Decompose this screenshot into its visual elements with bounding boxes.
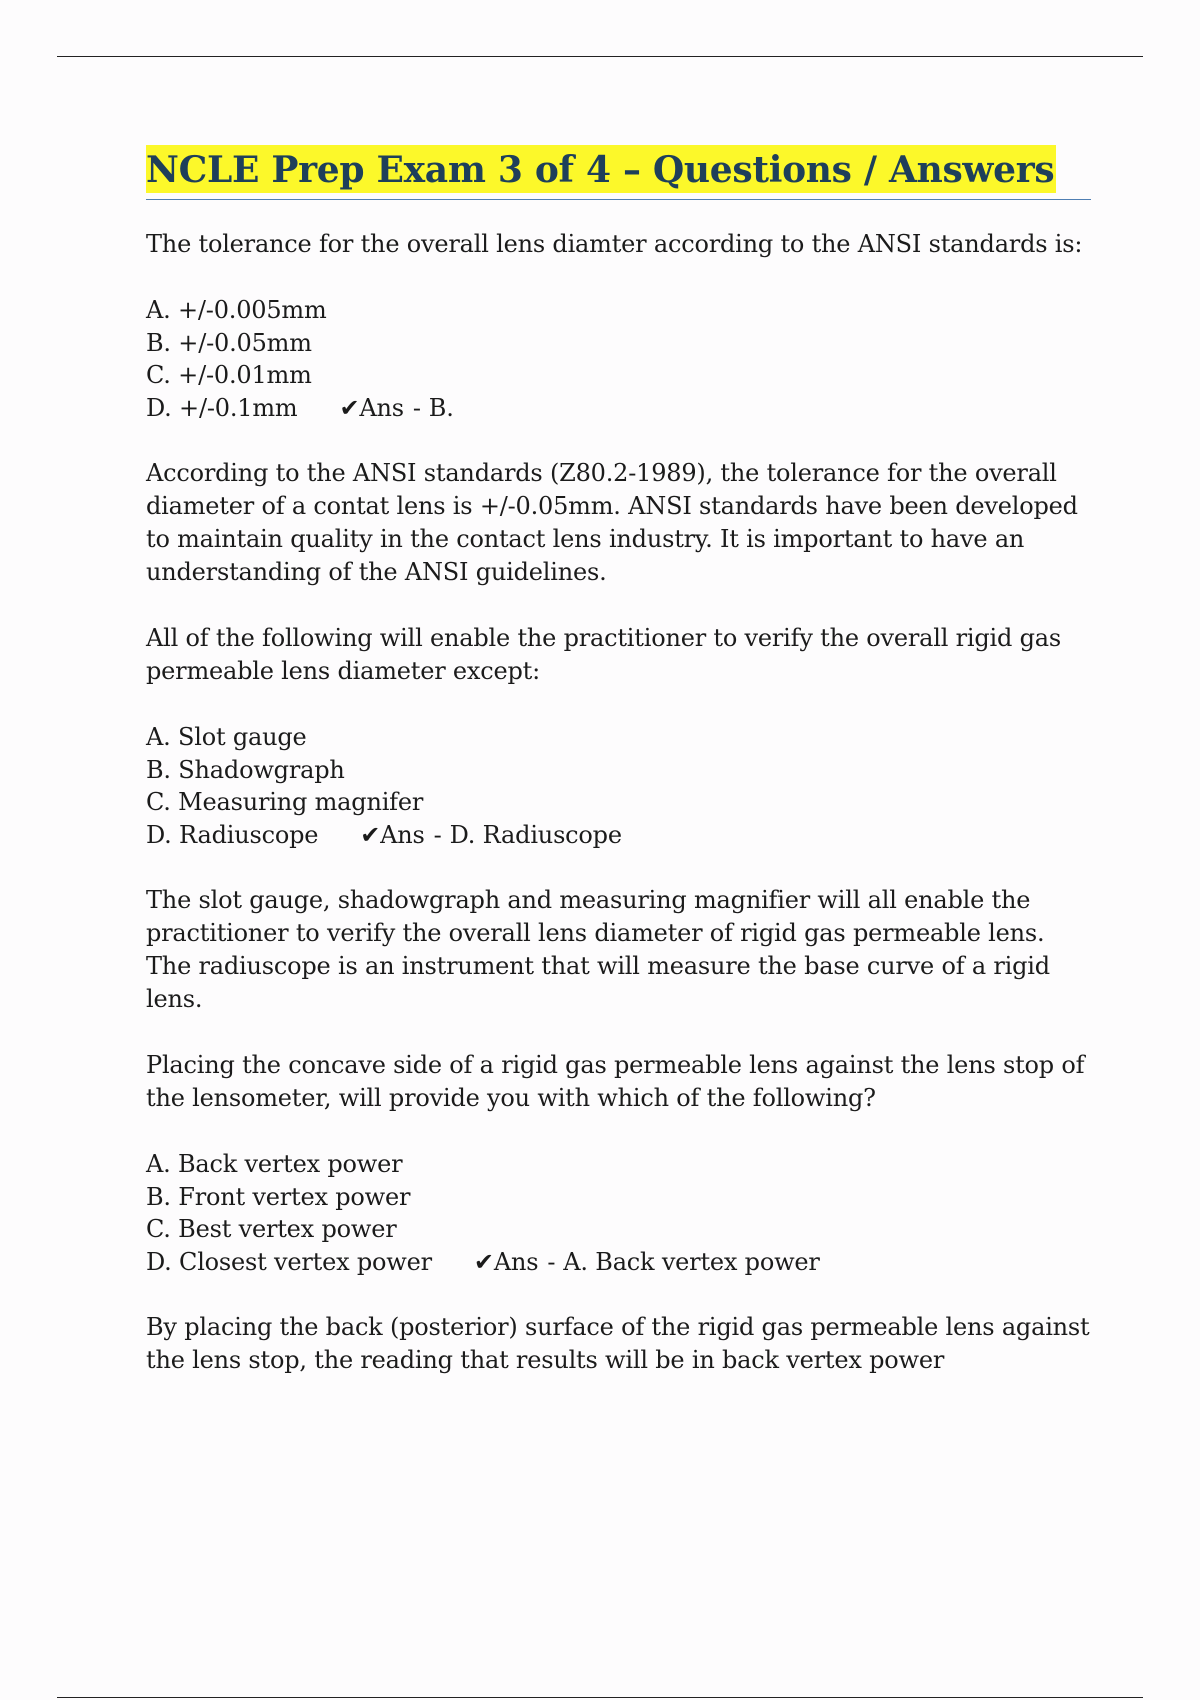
question-item [146, 622, 1091, 1016]
option-c: C. Best vertex power [146, 1215, 397, 1243]
option-b: B. +/-0.05mm [146, 328, 312, 357]
option-b: B. Front vertex power [146, 1182, 411, 1211]
header-rule [57, 56, 1143, 57]
checkmark-icon: ✔Ans [339, 393, 404, 422]
page-title: NCLE Prep Exam 3 of 4 – Questions / Answers [146, 145, 1056, 193]
answer-options [146, 294, 1091, 424]
option-d-label: D. Radiuscope [146, 820, 319, 849]
answer-key [474, 1246, 820, 1279]
footer-rule [57, 1697, 1143, 1698]
question-item [146, 228, 1091, 589]
explanation-text: The slot gauge, shadowgraph and measuring magnifier will all enable the practitioner to verify the overall lens diameter of rigid gas permeable lens. The radiuscope is an instrument that will measure the base curve of a rigid lens. [146, 886, 1050, 1013]
title-underline [146, 145, 1091, 200]
question-text: The tolerance for the overall lens diamter according to the ANSI standards is: [146, 230, 1083, 258]
option-d-label: D. Closest vertex power [146, 1247, 432, 1276]
option-a: A. Slot gauge [146, 723, 307, 751]
option-b: B. Shadowgraph [146, 755, 345, 784]
answer-options [146, 721, 1091, 851]
answer-separator: - [547, 1247, 556, 1276]
answer-options [146, 1148, 1091, 1278]
answer-key [339, 392, 453, 425]
option-a: A. Back vertex power [146, 1150, 403, 1178]
answer-key [360, 819, 622, 852]
answer-separator: - [412, 393, 421, 422]
option-d [146, 1246, 1091, 1279]
explanation-text: According to the ANSI standards (Z80.2-1989), the tolerance for the overall diameter of a contat lens is +/-0.05mm. ANSI standards have been developed to maintain quality in the contact lens industry. It is important to have an understanding of the ANSI guidelines. [146, 459, 1078, 586]
answer-value: D. Radiuscope [449, 820, 622, 849]
question-text: Placing the concave side of a rigid gas permeable lens against the lens stop of the lensometer, will provide you with which of the following? [146, 1051, 1085, 1112]
answer-separator: - [433, 820, 442, 849]
option-d [146, 392, 1091, 425]
question-text: All of the following will enable the practitioner to verify the overall rigid gas permeable lens diameter except: [146, 624, 1061, 685]
option-a: A. +/-0.005mm [146, 296, 327, 324]
explanation-text: By placing the back (posterior) surface of the rigid gas permeable lens against the lens stop, the reading that results will be in back vertex power [146, 1313, 1090, 1374]
option-c: C. Measuring magnifer [146, 788, 424, 816]
checkmark-icon: ✔Ans [360, 820, 425, 849]
answer-value: B. [428, 393, 454, 422]
checkmark-icon: ✔Ans [473, 1247, 539, 1276]
option-d [146, 819, 1091, 852]
option-d-label: D. +/-0.1mm [146, 393, 298, 422]
answer-value: A. Back vertex power [563, 1247, 820, 1276]
question-item [146, 1049, 1091, 1377]
document-content [146, 145, 1091, 1410]
option-c: C. +/-0.01mm [146, 361, 312, 389]
